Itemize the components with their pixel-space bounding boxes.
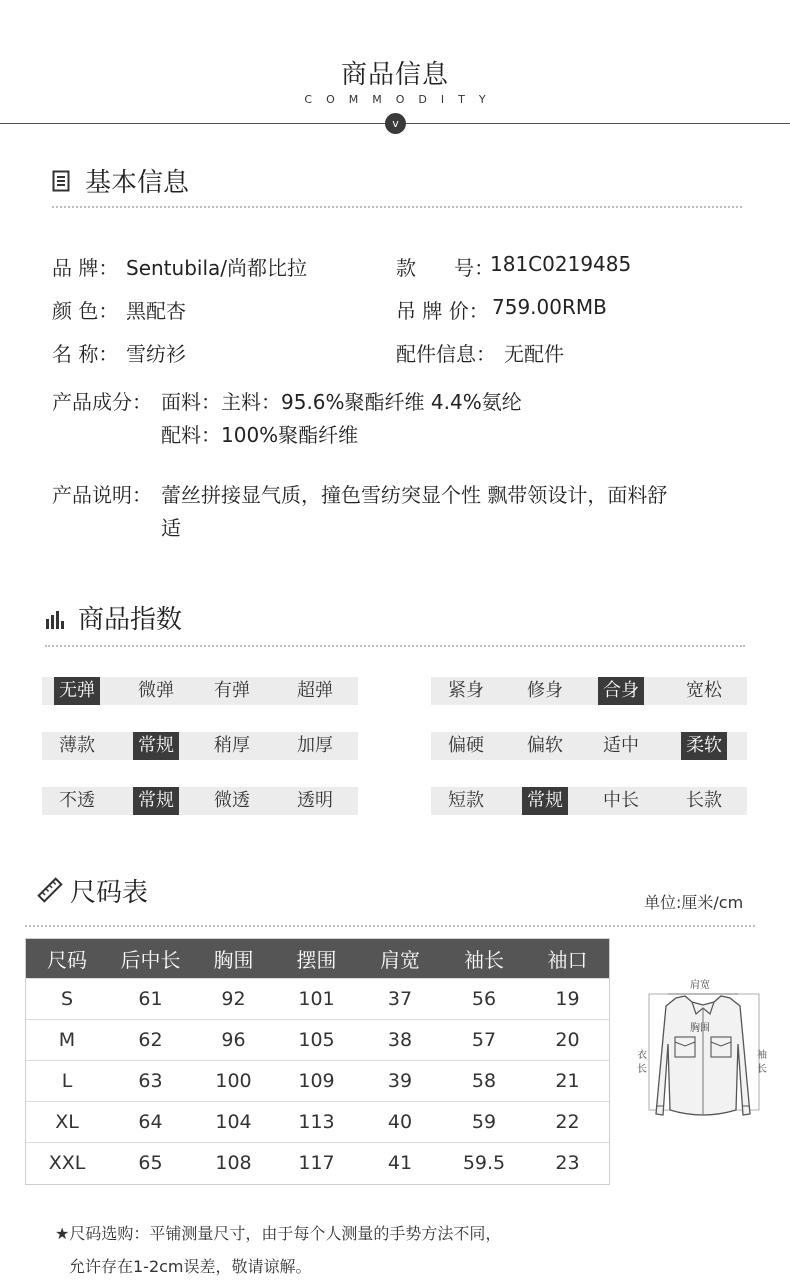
table-cell: 40 bbox=[358, 1102, 442, 1143]
table-row bbox=[25, 1143, 609, 1184]
brand-value: Sentubila/尚都比拉 bbox=[126, 256, 307, 280]
size-table bbox=[25, 938, 609, 1183]
index-option: 宽松 bbox=[686, 680, 722, 701]
table-cell: 38 bbox=[358, 1020, 442, 1061]
table-cell: XXL bbox=[25, 1143, 109, 1184]
table-row bbox=[25, 1102, 609, 1143]
index-option: 偏软 bbox=[527, 735, 563, 756]
index-option: 加厚 bbox=[297, 735, 333, 756]
table-cell: 20 bbox=[526, 1020, 609, 1061]
table-cell: 105 bbox=[275, 1020, 358, 1061]
table-cell: XL bbox=[25, 1102, 109, 1143]
column-header: 尺码 bbox=[25, 938, 109, 979]
style-value: 181C0219485 bbox=[490, 252, 632, 276]
index-option: 薄款 bbox=[59, 735, 95, 756]
price-label: 吊 牌 价： bbox=[396, 299, 489, 323]
column-header: 肩宽 bbox=[358, 938, 442, 979]
shirt-diagram bbox=[630, 972, 775, 1132]
section-divider bbox=[45, 645, 745, 647]
index-option: 适中 bbox=[603, 735, 639, 756]
table-cell: 21 bbox=[526, 1061, 609, 1102]
table-cell: 58 bbox=[442, 1061, 526, 1102]
page-title: 商品信息 bbox=[340, 60, 449, 90]
index-option: 修身 bbox=[527, 680, 563, 701]
table-cell: 62 bbox=[109, 1020, 192, 1061]
table-cell: 100 bbox=[192, 1061, 275, 1102]
composition-line-2: 配料：100%聚酯纤维 bbox=[161, 423, 359, 447]
brand-label: 品 牌： bbox=[52, 256, 119, 280]
index-option: 常规 bbox=[133, 732, 179, 760]
size-note-line-2: 允许存在1-2cm误差，敬请谅解。 bbox=[69, 1257, 312, 1276]
index-option: 透明 bbox=[297, 790, 333, 811]
page-subtitle: COMMODITY bbox=[304, 93, 500, 106]
table-cell: L bbox=[25, 1061, 109, 1102]
table-cell: 108 bbox=[192, 1143, 275, 1184]
diagram-label-sleeve-1: 袖 bbox=[757, 1050, 767, 1061]
table-header-row bbox=[25, 938, 609, 979]
style-label: 款 号： bbox=[396, 256, 495, 280]
diagram-label-sleeve-2: 长 bbox=[757, 1064, 767, 1075]
index-option: 柔软 bbox=[681, 732, 727, 760]
composition-line-1: 面料：主料：95.6%聚酯纤维 4.4%氨纶 bbox=[161, 390, 522, 414]
table-cell: 59.5 bbox=[442, 1143, 526, 1184]
column-header: 胸围 bbox=[192, 938, 275, 979]
column-header: 摆围 bbox=[275, 938, 358, 979]
column-header: 袖长 bbox=[442, 938, 526, 979]
table-cell: 56 bbox=[442, 979, 526, 1020]
unit-label: 单位:厘米/cm bbox=[644, 893, 744, 912]
table-cell: 101 bbox=[275, 979, 358, 1020]
table-cell: 96 bbox=[192, 1020, 275, 1061]
table-cell: 23 bbox=[526, 1143, 609, 1184]
table-cell: 65 bbox=[109, 1143, 192, 1184]
index-option: 微透 bbox=[214, 790, 250, 811]
column-header: 后中长 bbox=[109, 938, 192, 979]
description-line-1: 蕾丝拼接显气质，撞色雪纺突显个性 飘带领设计，面料舒 bbox=[161, 483, 668, 507]
diagram-label-length-2: 长 bbox=[637, 1064, 647, 1075]
index-option: 紧身 bbox=[448, 680, 484, 701]
table-cell: 19 bbox=[526, 979, 609, 1020]
table-cell: 109 bbox=[275, 1061, 358, 1102]
color-label: 颜 色： bbox=[52, 299, 119, 323]
index-option: 超弹 bbox=[297, 680, 333, 701]
description-line-2: 适 bbox=[161, 516, 181, 540]
table-row bbox=[25, 1020, 609, 1061]
index-option: 有弹 bbox=[214, 680, 250, 701]
table-cell: 104 bbox=[192, 1102, 275, 1143]
table-cell: 92 bbox=[192, 979, 275, 1020]
table-cell: S bbox=[25, 979, 109, 1020]
table-cell: 39 bbox=[358, 1061, 442, 1102]
table-cell: 59 bbox=[442, 1102, 526, 1143]
table-cell: 117 bbox=[275, 1143, 358, 1184]
table-cell: 64 bbox=[109, 1102, 192, 1143]
document-icon bbox=[52, 170, 72, 196]
table-cell: 22 bbox=[526, 1102, 609, 1143]
accessory-label: 配件信息： bbox=[396, 342, 496, 366]
bar-chart-icon bbox=[45, 611, 65, 633]
table-cell: 41 bbox=[358, 1143, 442, 1184]
diagram-label-shoulder: 肩宽 bbox=[690, 980, 710, 991]
index-option: 中长 bbox=[603, 790, 639, 811]
name-value: 雪纺衫 bbox=[126, 342, 186, 366]
index-option: 常规 bbox=[522, 787, 568, 815]
section-divider bbox=[52, 206, 742, 208]
accessory-value: 无配件 bbox=[504, 342, 564, 366]
section-title-basic: 基本信息 bbox=[85, 168, 190, 198]
table-cell: 113 bbox=[275, 1102, 358, 1143]
price-value: 759.00RMB bbox=[492, 295, 607, 319]
color-value: 黑配杏 bbox=[126, 299, 186, 323]
table-row bbox=[25, 979, 609, 1020]
index-option: 合身 bbox=[598, 677, 644, 705]
section-divider bbox=[25, 925, 755, 927]
table-cell: 57 bbox=[442, 1020, 526, 1061]
index-option: 无弹 bbox=[54, 677, 100, 705]
index-option: 偏硬 bbox=[448, 735, 484, 756]
table-cell: M bbox=[25, 1020, 109, 1061]
table-cell: 37 bbox=[358, 979, 442, 1020]
section-title-size: 尺码表 bbox=[70, 878, 149, 908]
diagram-label-chest: 胸围 bbox=[690, 1023, 710, 1034]
index-option: 不透 bbox=[59, 790, 95, 811]
index-option: 稍厚 bbox=[214, 735, 250, 756]
composition-label: 产品成分： bbox=[52, 390, 152, 414]
name-label: 名 称： bbox=[52, 342, 119, 366]
size-note-line-1: ★尺码选购：平铺测量尺寸，由于每个人测量的手势方法不同， bbox=[55, 1224, 502, 1243]
index-option: 常规 bbox=[133, 787, 179, 815]
index-option: 微弹 bbox=[138, 680, 174, 701]
index-option: 短款 bbox=[448, 790, 484, 811]
table-row bbox=[25, 1061, 609, 1102]
ruler-icon bbox=[37, 877, 63, 907]
table-cell: 61 bbox=[109, 979, 192, 1020]
diagram-label-length-1: 衣 bbox=[637, 1050, 647, 1061]
section-title-index: 商品指数 bbox=[78, 605, 183, 635]
column-header: 袖口 bbox=[526, 938, 609, 979]
chevron-down-icon: v bbox=[385, 113, 406, 134]
description-label: 产品说明： bbox=[52, 483, 152, 507]
index-option: 长款 bbox=[686, 790, 722, 811]
table-cell: 63 bbox=[109, 1061, 192, 1102]
